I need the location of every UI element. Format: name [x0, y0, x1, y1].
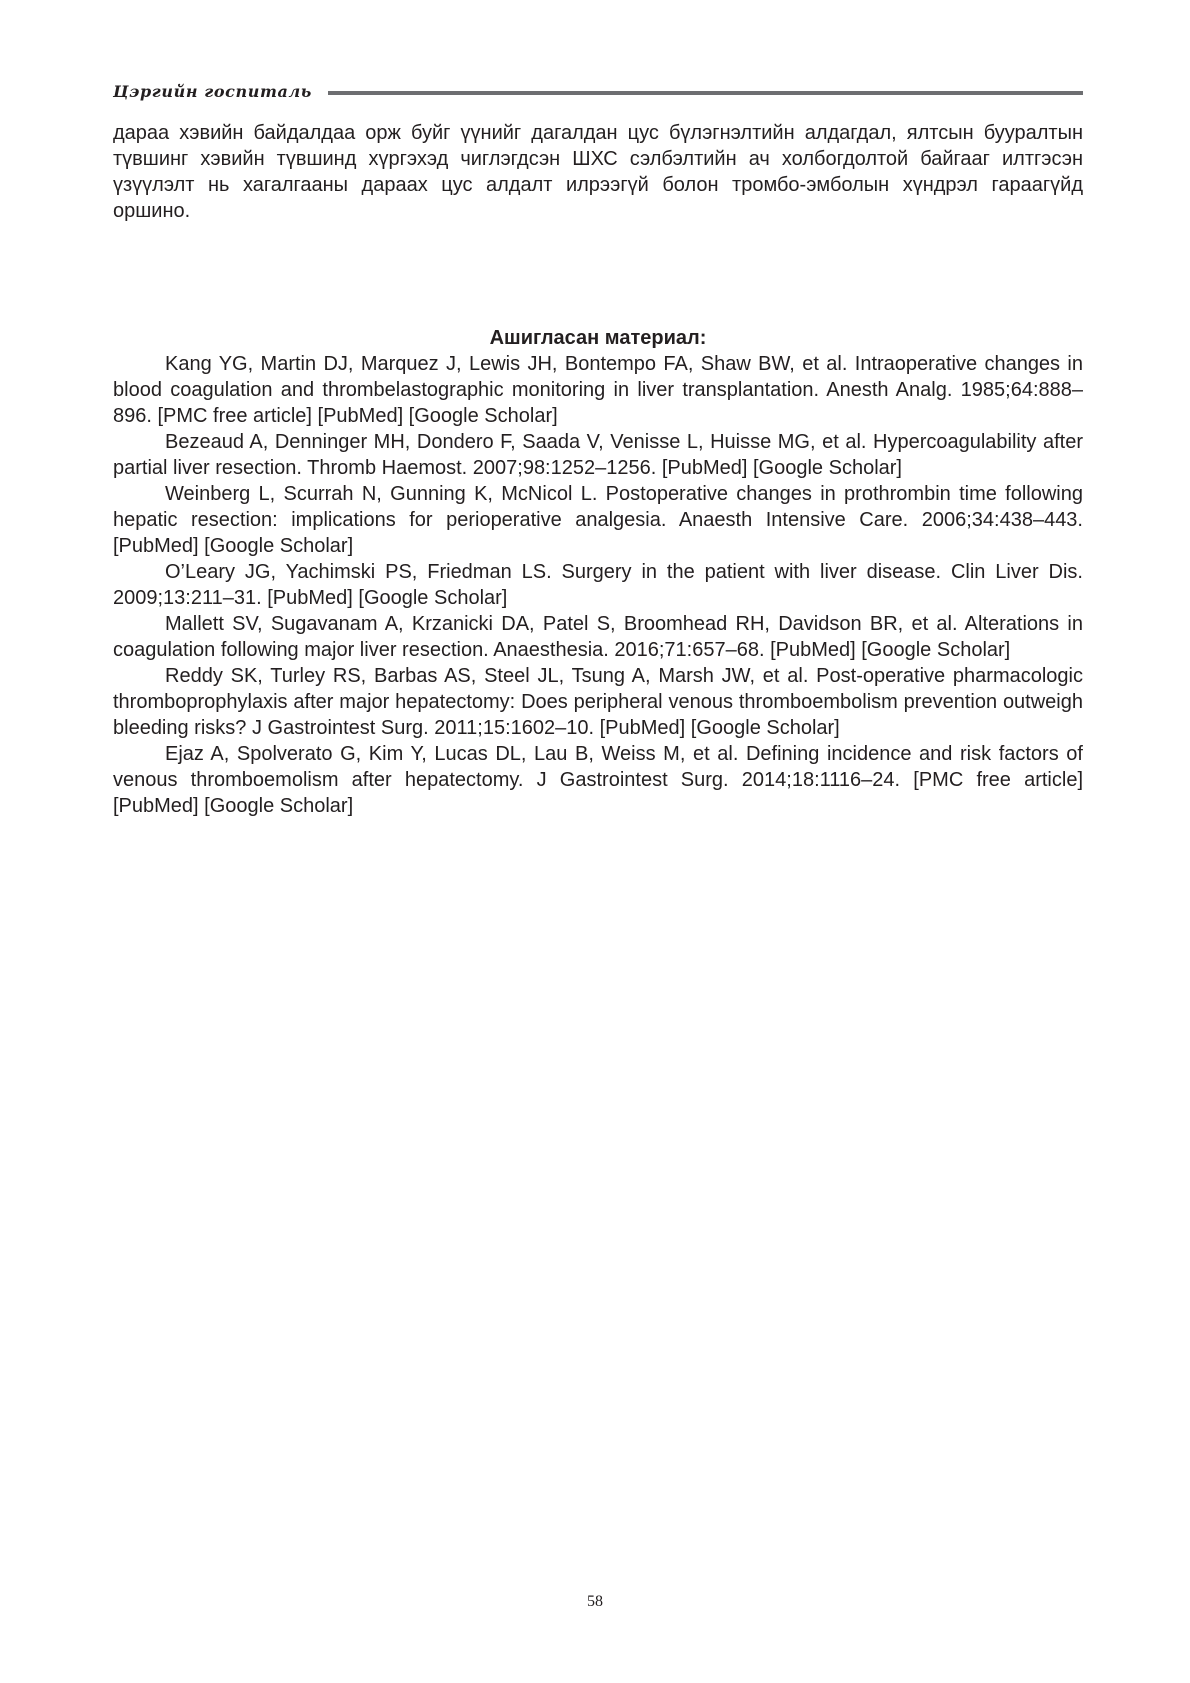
reference-item: Bezeaud A, Denninger MH, Dondero F, Saada V, Venisse L, Huisse MG, et al. Hypercoagulability after partial liver resection. Thromb Haemost. 2007;98:1252–1256. [PubMed] [Google Scholar]: [113, 431, 1083, 479]
reference-item: Weinberg L, Scurrah N, Gunning K, McNicol L. Postoperative changes in prothrombin time following hepatic resection: implications for perioperative analgesia. Anaesth Intensive Care. 2006;34:438–443. [PubMed] [Google Scholar]: [113, 483, 1083, 557]
reference-item: Mallett SV, Sugavanam A, Krzanicki DA, Patel S, Broomhead RH, Davidson BR, et al. Alterations in coagulation following major liver resection. Anaesthesia. 2016;71:657–68. [PubMed] [Google Scholar]: [113, 613, 1083, 661]
page-number: 58: [587, 1593, 603, 1610]
references-list: [113, 351, 1083, 819]
reference-item: Reddy SK, Turley RS, Barbas AS, Steel JL, Tsung A, Marsh JW, et al. Post-operative pharmacologic thromboprophylaxis after major hepatectomy: Does peripheral venous thromboembolism prevention outweigh bleeding risks? J Gastrointest Surg. 2011;15:1602–10. [PubMed] [Google Scholar]: [113, 665, 1083, 739]
header-rule: [328, 91, 1083, 95]
running-header: [113, 78, 1083, 104]
running-title: Цэргийн госпиталь: [113, 81, 312, 101]
references-heading: Ашигласан материал:: [489, 327, 707, 349]
intro-paragraph: дараа хэвийн байдалдаа орж буйг үүнийг дагалдан цус бүлэгнэлтийн алдагдал, ялтсын бууралтын түвшинг хэвийн түвшинд хүргэхэд чиглэгдсэн ШХС сэлбэлтийн ач холбогдолтой байгааг илтгэсэн үзүүлэлт нь хагалгааны дараах цус алдалт илрээгүй болон тромбо-эмболын хүндрэл гараагүйд оршино.: [113, 122, 1083, 222]
reference-item: Kang YG, Martin DJ, Marquez J, Lewis JH, Bontempo FA, Shaw BW, et al. Intraoperative changes in blood coagulation and thrombelastographic monitoring in liver transplantation. Anesth Analg. 1985;64:888–896. [PMC free article] [PubMed] [Google Scholar]: [113, 353, 1083, 427]
reference-item: O’Leary JG, Yachimski PS, Friedman LS. Surgery in the patient with liver disease. Clin Liver Dis. 2009;13:211–31. [PubMed] [Google Scholar]: [113, 561, 1083, 609]
reference-item: Ejaz A, Spolverato G, Kim Y, Lucas DL, Lau B, Weiss M, et al. Defining incidence and risk factors of venous thromboemolism after hepatectomy. J Gastrointest Surg. 2014;18:1116–24. [PMC free article] [PubMed] [Google Scholar]: [113, 743, 1083, 817]
